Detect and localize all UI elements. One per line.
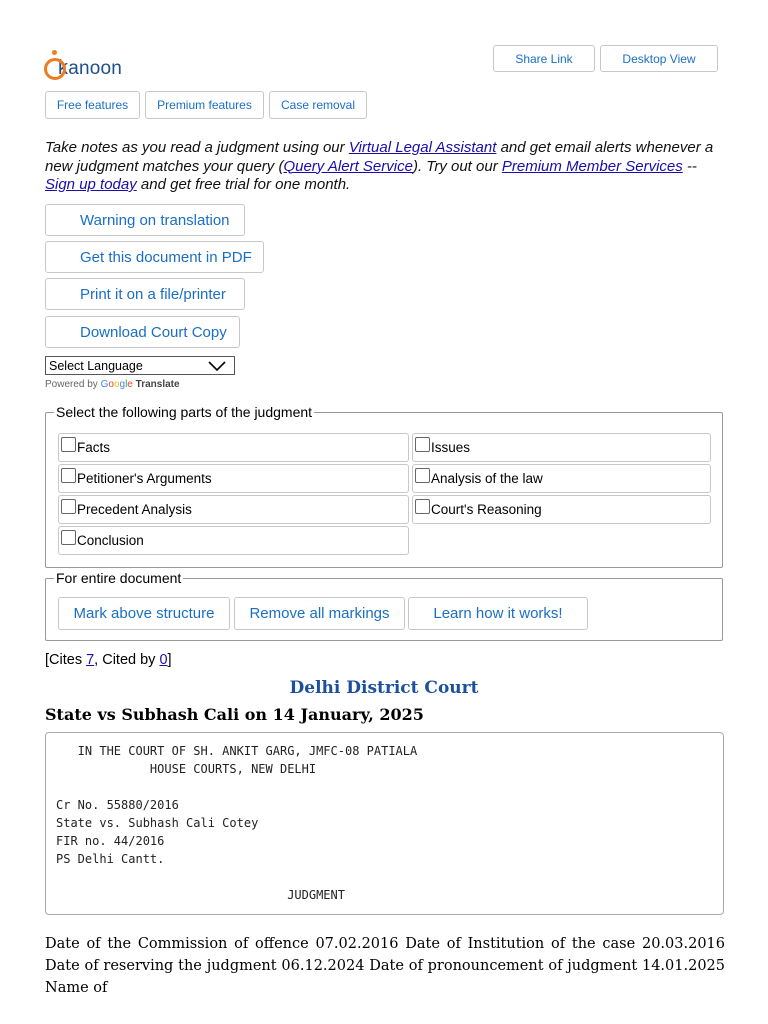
language-select-value: Select Language	[49, 358, 143, 373]
free-features-button[interactable]: Free features	[45, 91, 140, 119]
analysis-of-law-checkbox[interactable]: Analysis of the law	[412, 464, 711, 493]
premium-features-button[interactable]: Premium features	[145, 91, 264, 119]
download-court-copy-button[interactable]: Download Court Copy	[45, 316, 240, 348]
petitioner-arguments-checkbox[interactable]: Petitioner's Arguments	[58, 464, 409, 493]
query-alert-service-link[interactable]: Query Alert Service	[283, 157, 413, 175]
checkbox-icon[interactable]	[415, 499, 430, 514]
logo-mark-icon	[44, 54, 66, 80]
mark-structure-button[interactable]: Mark above structure	[58, 597, 230, 630]
language-select[interactable]	[45, 356, 235, 375]
chevron-down-icon	[208, 361, 226, 371]
court-name: Delhi District Court	[289, 678, 479, 698]
precedent-analysis-checkbox[interactable]: Precedent Analysis	[58, 495, 409, 524]
conclusion-checkbox[interactable]: Conclusion	[58, 526, 409, 555]
premium-member-services-link[interactable]: Premium Member Services	[501, 157, 683, 175]
kanoon-logo[interactable]	[44, 44, 122, 84]
get-pdf-button[interactable]: Get this document in PDF	[45, 241, 264, 273]
logo-text: kanoon	[58, 56, 123, 79]
sign-up-today-link[interactable]: Sign up today	[45, 176, 137, 193]
entire-document-legend: For entire document	[56, 570, 182, 586]
print-button[interactable]: Print it on a file/printer	[45, 278, 245, 310]
checkbox-icon[interactable]	[415, 437, 430, 452]
warning-on-translation-button[interactable]: Warning on translation	[45, 204, 245, 236]
judgment-parts-legend: Select the following parts of the judgment	[56, 404, 313, 420]
checkbox-icon[interactable]	[61, 499, 76, 514]
cited-by-link[interactable]: 0	[159, 652, 168, 668]
case-removal-button[interactable]: Case removal	[269, 91, 367, 119]
judgment-header-block: IN THE COURT OF SH. ANKIT GARG, JMFC-08 PATIALA HOUSE COURTS, NEW DELHI Cr No. 55880/2016 State vs. Subhash Cali Cotey FIR no. 44/2016 PS Delhi Cantt. JUDGMENT	[45, 732, 724, 915]
checkbox-icon[interactable]	[61, 437, 76, 452]
desktop-view-button[interactable]: Desktop View	[600, 45, 718, 72]
checkbox-icon[interactable]	[61, 468, 76, 483]
cites-info: [Cites 7, Cited by 0]	[45, 652, 172, 668]
judgment-body-text: Date of the Commission of offence 07.02.2016 Date of Institution of the case 20.03.2016 Date of reserving the judgment 06.12.2024 Date of pronouncement of judgment 14.01.2025 Name of	[45, 936, 725, 996]
learn-how-button[interactable]: Learn how it works!	[408, 597, 588, 630]
checkbox-icon[interactable]	[415, 468, 430, 483]
intro-text: Take notes as you read a judgment using our Virtual Legal Assistant and get email alerts whenever a new judgment matches your query (Query Alert Service). Try out our Premium Member Services -- Sign up today and get free trial for one month.	[45, 139, 714, 193]
share-link-button[interactable]: Share Link	[493, 45, 595, 72]
courts-reasoning-checkbox[interactable]: Court's Reasoning	[412, 495, 711, 524]
checkbox-icon[interactable]	[61, 530, 76, 545]
cites-link[interactable]: 7	[86, 652, 95, 668]
google-logo: Google	[100, 379, 133, 390]
facts-checkbox[interactable]: Facts	[58, 433, 409, 462]
issues-checkbox[interactable]: Issues	[412, 433, 711, 462]
remove-markings-button[interactable]: Remove all markings	[234, 597, 405, 630]
powered-by-google-translate[interactable]: Powered by Google Translate	[45, 379, 180, 390]
document-title: State vs Subhash Cali on 14 January, 2025	[45, 705, 424, 724]
virtual-legal-assistant-link[interactable]: Virtual Legal Assistant	[348, 139, 497, 156]
